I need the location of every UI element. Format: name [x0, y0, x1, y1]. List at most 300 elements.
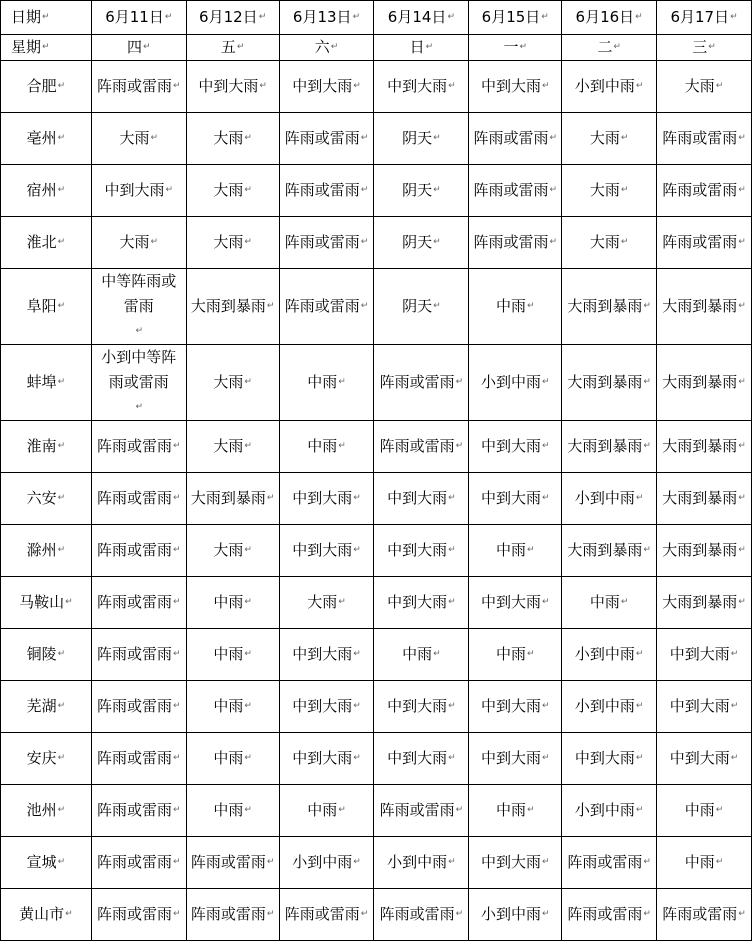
paragraph-mark-icon: ↵ — [448, 81, 456, 91]
paragraph-mark-icon: ↵ — [353, 545, 361, 555]
forecast-cell — [279, 165, 374, 217]
forecast-cell — [657, 837, 752, 889]
weekday-cell — [562, 35, 657, 61]
weather-text: 中到大雨 — [480, 437, 541, 455]
paragraph-mark-icon: ↵ — [738, 377, 746, 387]
city-name: 安庆 — [26, 749, 57, 767]
paragraph-mark-icon: ↵ — [738, 301, 746, 311]
forecast-cell — [91, 733, 186, 785]
weather-text: 阵雨或雷雨 — [379, 373, 455, 391]
paragraph-mark-icon: ↵ — [455, 805, 464, 815]
table-row — [1, 837, 752, 889]
paragraph-mark-icon: ↵ — [455, 441, 464, 451]
weather-text: 大雨到暴雨 — [662, 541, 738, 559]
city-cell — [1, 473, 92, 525]
forecast-cell — [374, 525, 469, 577]
paragraph-mark-icon: ↵ — [738, 185, 746, 195]
forecast-cell — [279, 525, 374, 577]
paragraph-mark-icon: ↵ — [165, 185, 174, 195]
weather-text: 中雨 — [213, 697, 244, 715]
weather-text: 阵雨或雷雨 — [284, 181, 360, 199]
paragraph-mark-icon: ↵ — [549, 133, 558, 143]
paragraph-mark-icon: ↵ — [549, 185, 558, 195]
forecast-cell — [469, 681, 562, 733]
weather-text: 大雨到暴雨 — [662, 297, 738, 315]
paragraph-mark-icon: ↵ — [353, 649, 361, 659]
table-row — [1, 421, 752, 473]
weather-text: 中等阵雨或雷雨 — [101, 272, 177, 315]
date-text: 6月17日 — [670, 8, 730, 26]
date-header-row — [1, 1, 752, 35]
weather-text: 中雨 — [213, 645, 244, 663]
weather-text: 大雨 — [684, 77, 715, 95]
forecast-cell — [186, 733, 279, 785]
date-cell — [279, 1, 374, 35]
paragraph-mark-icon: ↵ — [244, 133, 252, 143]
weather-text: 阵雨或雷雨 — [97, 697, 173, 715]
weekday-cell — [186, 35, 279, 61]
weather-text: 阵雨或雷雨 — [97, 541, 173, 559]
forecast-cell — [186, 577, 279, 629]
paragraph-mark-icon: ↵ — [360, 133, 369, 143]
weather-text: 大雨到暴雨 — [567, 437, 643, 455]
forecast-cell — [186, 837, 279, 889]
paragraph-mark-icon: ↵ — [338, 805, 346, 815]
city-name: 淮北 — [26, 233, 57, 251]
forecast-cell — [186, 785, 279, 837]
city-cell — [1, 61, 92, 113]
city-name: 马鞍山 — [19, 593, 65, 611]
weekday-text: 四 — [127, 38, 143, 56]
weekday-cell — [374, 35, 469, 61]
city-cell — [1, 889, 92, 941]
forecast-cell — [374, 577, 469, 629]
forecast-cell — [469, 889, 562, 941]
weather-text: 中到大雨 — [387, 697, 448, 715]
weather-text: 阵雨或雷雨 — [284, 297, 360, 315]
paragraph-mark-icon: ↵ — [526, 545, 535, 555]
weather-text: 大雨到暴雨 — [662, 437, 738, 455]
forecast-cell — [91, 473, 186, 525]
weekday-cell — [91, 35, 186, 61]
paragraph-mark-icon: ↵ — [338, 597, 346, 607]
paragraph-mark-icon: ↵ — [620, 133, 629, 143]
forecast-cell — [186, 421, 279, 473]
forecast-cell — [91, 217, 186, 269]
city-cell — [1, 421, 92, 473]
weather-text: 中到大雨 — [292, 541, 353, 559]
paragraph-mark-icon: ↵ — [643, 377, 651, 387]
paragraph-mark-icon: ↵ — [448, 857, 456, 867]
forecast-cell — [469, 113, 562, 165]
table-row — [1, 345, 752, 421]
weather-text: 阵雨或雷雨 — [190, 905, 266, 923]
forecast-cell — [374, 889, 469, 941]
weather-text: 中雨 — [213, 801, 244, 819]
paragraph-mark-icon: ↵ — [57, 81, 66, 91]
weather-text: 大雨到暴雨 — [567, 297, 643, 315]
forecast-cell — [91, 165, 186, 217]
weather-text: 阵雨或雷雨 — [284, 129, 360, 147]
paragraph-mark-icon: ↵ — [541, 753, 550, 763]
forecast-cell — [91, 577, 186, 629]
weather-text: 中雨 — [495, 645, 526, 663]
weather-text: 阵雨或雷雨 — [662, 129, 738, 147]
city-name: 阜阳 — [26, 297, 57, 315]
forecast-cell — [657, 61, 752, 113]
paragraph-mark-icon: ↵ — [236, 42, 245, 52]
forecast-cell — [279, 269, 374, 345]
city-cell — [1, 785, 92, 837]
forecast-cell — [374, 785, 469, 837]
paragraph-mark-icon: ↵ — [541, 377, 550, 387]
paragraph-mark-icon: ↵ — [338, 441, 346, 451]
paragraph-mark-icon: ↵ — [244, 185, 252, 195]
weather-text: 大雨到暴雨 — [190, 489, 266, 507]
paragraph-mark-icon: ↵ — [360, 237, 369, 247]
forecast-cell — [562, 269, 657, 345]
weather-text: 中到大雨 — [669, 749, 730, 767]
paragraph-mark-icon: ↵ — [244, 441, 252, 451]
paragraph-mark-icon: ↵ — [448, 753, 456, 763]
paragraph-mark-icon: ↵ — [448, 701, 456, 711]
weekday-cell — [469, 35, 562, 61]
forecast-cell — [469, 421, 562, 473]
forecast-cell — [469, 345, 562, 421]
forecast-cell — [562, 629, 657, 681]
forecast-cell — [657, 473, 752, 525]
forecast-cell — [91, 421, 186, 473]
weather-text: 阵雨或雷雨 — [190, 853, 266, 871]
weather-text: 中到大雨 — [387, 77, 448, 95]
paragraph-mark-icon: ↵ — [266, 857, 275, 867]
paragraph-mark-icon: ↵ — [541, 909, 550, 919]
paragraph-mark-icon: ↵ — [353, 493, 361, 503]
city-cell — [1, 165, 92, 217]
forecast-cell — [279, 733, 374, 785]
weather-text: 中到大雨 — [387, 489, 448, 507]
date-text: 6月11日 — [105, 8, 164, 26]
forecast-cell — [279, 421, 374, 473]
paragraph-mark-icon: ↵ — [353, 81, 361, 91]
city-cell — [1, 681, 92, 733]
forecast-cell — [657, 217, 752, 269]
weather-text: 阵雨或雷雨 — [284, 233, 360, 251]
paragraph-mark-icon: ↵ — [635, 649, 644, 659]
forecast-cell — [469, 217, 562, 269]
weather-text: 大雨到暴雨 — [662, 593, 738, 611]
paragraph-mark-icon: ↵ — [65, 909, 73, 919]
weather-text: 中到大雨 — [574, 749, 635, 767]
forecast-cell — [91, 889, 186, 941]
weather-text: 中到大雨 — [292, 489, 353, 507]
weekday-text: 一 — [503, 38, 519, 56]
paragraph-mark-icon: ↵ — [57, 701, 66, 711]
paragraph-mark-icon: ↵ — [620, 237, 629, 247]
weather-text: 大雨 — [213, 233, 244, 251]
weather-text: 小到中雨 — [480, 373, 541, 391]
paragraph-mark-icon: ↵ — [455, 909, 464, 919]
paragraph-mark-icon: ↵ — [643, 441, 651, 451]
paragraph-mark-icon: ↵ — [730, 649, 739, 659]
forecast-cell — [91, 525, 186, 577]
paragraph-mark-icon: ↵ — [541, 12, 549, 22]
weather-text: 阵雨或雷雨 — [379, 437, 455, 455]
weather-text: 大雨 — [213, 373, 244, 391]
weather-text: 中到大雨 — [480, 593, 541, 611]
weekday-text: 二 — [597, 38, 613, 56]
paragraph-mark-icon: ↵ — [173, 909, 181, 919]
paragraph-mark-icon: ↵ — [258, 12, 267, 22]
date-cell — [91, 1, 186, 35]
forecast-cell — [657, 113, 752, 165]
weather-text: 中雨 — [684, 853, 715, 871]
paragraph-mark-icon: ↵ — [57, 133, 66, 143]
table-row — [1, 785, 752, 837]
paragraph-mark-icon: ↵ — [448, 493, 456, 503]
weather-text: 阵雨或雷雨 — [97, 853, 173, 871]
city-name: 亳州 — [26, 129, 57, 147]
forecast-cell — [562, 733, 657, 785]
forecast-cell — [186, 61, 279, 113]
weather-text: 中到大雨 — [480, 697, 541, 715]
forecast-cell — [279, 785, 374, 837]
city-name: 铜陵 — [26, 645, 57, 663]
weather-text: 阵雨或雷雨 — [97, 905, 173, 923]
weather-text: 中雨 — [495, 541, 526, 559]
forecast-cell — [186, 217, 279, 269]
forecast-cell — [657, 421, 752, 473]
weather-text: 中雨 — [684, 801, 715, 819]
weather-text: 中到大雨 — [480, 489, 541, 507]
weather-text: 中到大雨 — [669, 697, 730, 715]
date-cell — [186, 1, 279, 35]
paragraph-mark-icon: ↵ — [519, 42, 528, 52]
paragraph-mark-icon: ↵ — [57, 185, 66, 195]
paragraph-mark-icon: ↵ — [173, 441, 181, 451]
weather-text: 阵雨或雷雨 — [662, 905, 738, 923]
date-label-cell — [1, 1, 92, 35]
weather-text: 中雨 — [402, 645, 433, 663]
weather-text: 大雨 — [589, 233, 620, 251]
forecast-cell — [657, 629, 752, 681]
paragraph-mark-icon: ↵ — [57, 301, 66, 311]
forecast-cell — [186, 269, 279, 345]
forecast-cell — [374, 421, 469, 473]
forecast-cell — [91, 345, 186, 421]
city-cell — [1, 525, 92, 577]
forecast-cell — [562, 473, 657, 525]
paragraph-mark-icon: ↵ — [266, 909, 275, 919]
forecast-cell — [657, 681, 752, 733]
paragraph-mark-icon: ↵ — [447, 12, 455, 22]
paragraph-mark-icon: ↵ — [635, 493, 644, 503]
forecast-cell — [279, 837, 374, 889]
paragraph-mark-icon: ↵ — [433, 237, 441, 247]
forecast-cell — [374, 269, 469, 345]
forecast-table-body — [1, 1, 752, 941]
forecast-cell — [374, 165, 469, 217]
city-cell — [1, 269, 92, 345]
forecast-cell — [186, 473, 279, 525]
forecast-cell — [374, 217, 469, 269]
paragraph-mark-icon: ↵ — [173, 753, 181, 763]
weather-text: 阵雨或雷雨 — [97, 593, 173, 611]
weather-text: 中到大雨 — [480, 77, 541, 95]
forecast-cell — [562, 889, 657, 941]
forecast-cell — [374, 473, 469, 525]
paragraph-mark-icon: ↵ — [738, 237, 746, 247]
weekday-text: 五 — [220, 38, 236, 56]
forecast-cell — [374, 113, 469, 165]
forecast-cell — [279, 345, 374, 421]
weather-text: 大雨到暴雨 — [662, 489, 738, 507]
weather-text: 阵雨或雷雨 — [97, 645, 173, 663]
weather-text: 小到中雨 — [574, 697, 635, 715]
weather-text: 中到大雨 — [480, 853, 541, 871]
forecast-cell — [469, 165, 562, 217]
weather-text: 中到大雨 — [387, 749, 448, 767]
forecast-cell — [279, 113, 374, 165]
paragraph-mark-icon: ↵ — [135, 402, 144, 412]
weather-text: 阵雨或雷雨 — [473, 181, 549, 199]
weather-text: 大雨 — [119, 129, 150, 147]
forecast-cell — [186, 113, 279, 165]
weather-text: 中雨 — [307, 437, 338, 455]
weather-text: 阵雨或雷雨 — [662, 181, 738, 199]
weather-text: 小到中雨 — [574, 645, 635, 663]
city-name: 宿州 — [26, 181, 57, 199]
table-row — [1, 269, 752, 345]
paragraph-mark-icon: ↵ — [42, 42, 50, 52]
forecast-cell — [91, 629, 186, 681]
paragraph-mark-icon: ↵ — [715, 857, 724, 867]
weather-text: 大雨 — [213, 129, 244, 147]
forecast-cell — [657, 577, 752, 629]
date-text: 6月16日 — [575, 8, 635, 26]
paragraph-mark-icon: ↵ — [635, 701, 644, 711]
paragraph-mark-icon: ↵ — [173, 545, 181, 555]
forecast-cell — [469, 837, 562, 889]
forecast-cell — [562, 421, 657, 473]
forecast-cell — [469, 785, 562, 837]
weather-text: 中雨 — [213, 593, 244, 611]
forecast-cell — [657, 345, 752, 421]
weather-text: 阵雨或雷雨 — [567, 853, 643, 871]
weather-text: 中到大雨 — [292, 645, 353, 663]
city-name: 滁州 — [26, 541, 57, 559]
forecast-cell — [469, 733, 562, 785]
date-text: 6月12日 — [199, 8, 258, 26]
paragraph-mark-icon: ↵ — [715, 81, 724, 91]
weather-text: 大雨 — [213, 541, 244, 559]
paragraph-mark-icon: ↵ — [244, 597, 252, 607]
paragraph-mark-icon: ↵ — [57, 493, 66, 503]
paragraph-mark-icon: ↵ — [541, 597, 550, 607]
paragraph-mark-icon: ↵ — [738, 493, 746, 503]
paragraph-mark-icon: ↵ — [635, 805, 644, 815]
paragraph-mark-icon: ↵ — [549, 237, 558, 247]
weather-text: 大雨到暴雨 — [567, 373, 643, 391]
forecast-cell — [186, 681, 279, 733]
forecast-cell — [562, 345, 657, 421]
date-text: 6月13日 — [292, 8, 352, 26]
weather-text: 中雨 — [589, 593, 620, 611]
paragraph-mark-icon: ↵ — [244, 753, 252, 763]
forecast-cell — [279, 61, 374, 113]
paragraph-mark-icon: ↵ — [541, 81, 550, 91]
city-cell — [1, 113, 92, 165]
forecast-cell — [657, 733, 752, 785]
forecast-cell — [562, 217, 657, 269]
paragraph-mark-icon: ↵ — [173, 81, 181, 91]
date-cell — [657, 1, 752, 35]
forecast-cell — [374, 837, 469, 889]
paragraph-mark-icon: ↵ — [730, 701, 739, 711]
forecast-cell — [562, 681, 657, 733]
forecast-cell — [186, 629, 279, 681]
weather-text: 阵雨或雷雨 — [97, 489, 173, 507]
forecast-cell — [374, 733, 469, 785]
paragraph-mark-icon: ↵ — [42, 12, 50, 22]
city-name: 蚌埠 — [26, 373, 57, 391]
paragraph-mark-icon: ↵ — [338, 377, 346, 387]
forecast-cell — [91, 837, 186, 889]
paragraph-mark-icon: ↵ — [635, 753, 644, 763]
paragraph-mark-icon: ↵ — [150, 237, 159, 247]
weather-text: 大雨到暴雨 — [190, 297, 266, 315]
weekday-label-cell — [1, 35, 92, 61]
weather-text: 中到大雨 — [669, 645, 730, 663]
city-cell — [1, 629, 92, 681]
weather-text: 阵雨或雷雨 — [97, 77, 173, 95]
table-row — [1, 733, 752, 785]
paragraph-mark-icon: ↵ — [143, 42, 151, 52]
weather-text: 中雨 — [307, 373, 338, 391]
table-row — [1, 217, 752, 269]
weekday-cell — [279, 35, 374, 61]
paragraph-mark-icon: ↵ — [173, 701, 181, 711]
weekday-text: 三 — [692, 38, 708, 56]
paragraph-mark-icon: ↵ — [738, 597, 746, 607]
table-row — [1, 113, 752, 165]
weekday-text: 日 — [409, 38, 425, 56]
weather-text: 中到大雨 — [198, 77, 259, 95]
paragraph-mark-icon: ↵ — [541, 857, 550, 867]
weather-text: 大雨 — [213, 181, 244, 199]
paragraph-mark-icon: ↵ — [643, 909, 651, 919]
weather-text: 阵雨或雷雨 — [97, 801, 173, 819]
paragraph-mark-icon: ↵ — [360, 909, 369, 919]
paragraph-mark-icon: ↵ — [448, 597, 456, 607]
paragraph-mark-icon: ↵ — [738, 441, 746, 451]
forecast-cell — [562, 577, 657, 629]
paragraph-mark-icon: ↵ — [266, 301, 275, 311]
paragraph-mark-icon: ↵ — [738, 909, 746, 919]
forecast-cell — [657, 785, 752, 837]
weather-text: 大雨 — [589, 181, 620, 199]
weather-text: 中雨 — [213, 749, 244, 767]
forecast-cell — [562, 61, 657, 113]
city-cell — [1, 217, 92, 269]
city-name: 黄山市 — [19, 905, 65, 923]
forecast-cell — [186, 165, 279, 217]
forecast-cell — [469, 629, 562, 681]
forecast-cell — [562, 785, 657, 837]
paragraph-mark-icon: ↵ — [448, 545, 456, 555]
weather-text: 大雨 — [589, 129, 620, 147]
paragraph-mark-icon: ↵ — [433, 133, 441, 143]
